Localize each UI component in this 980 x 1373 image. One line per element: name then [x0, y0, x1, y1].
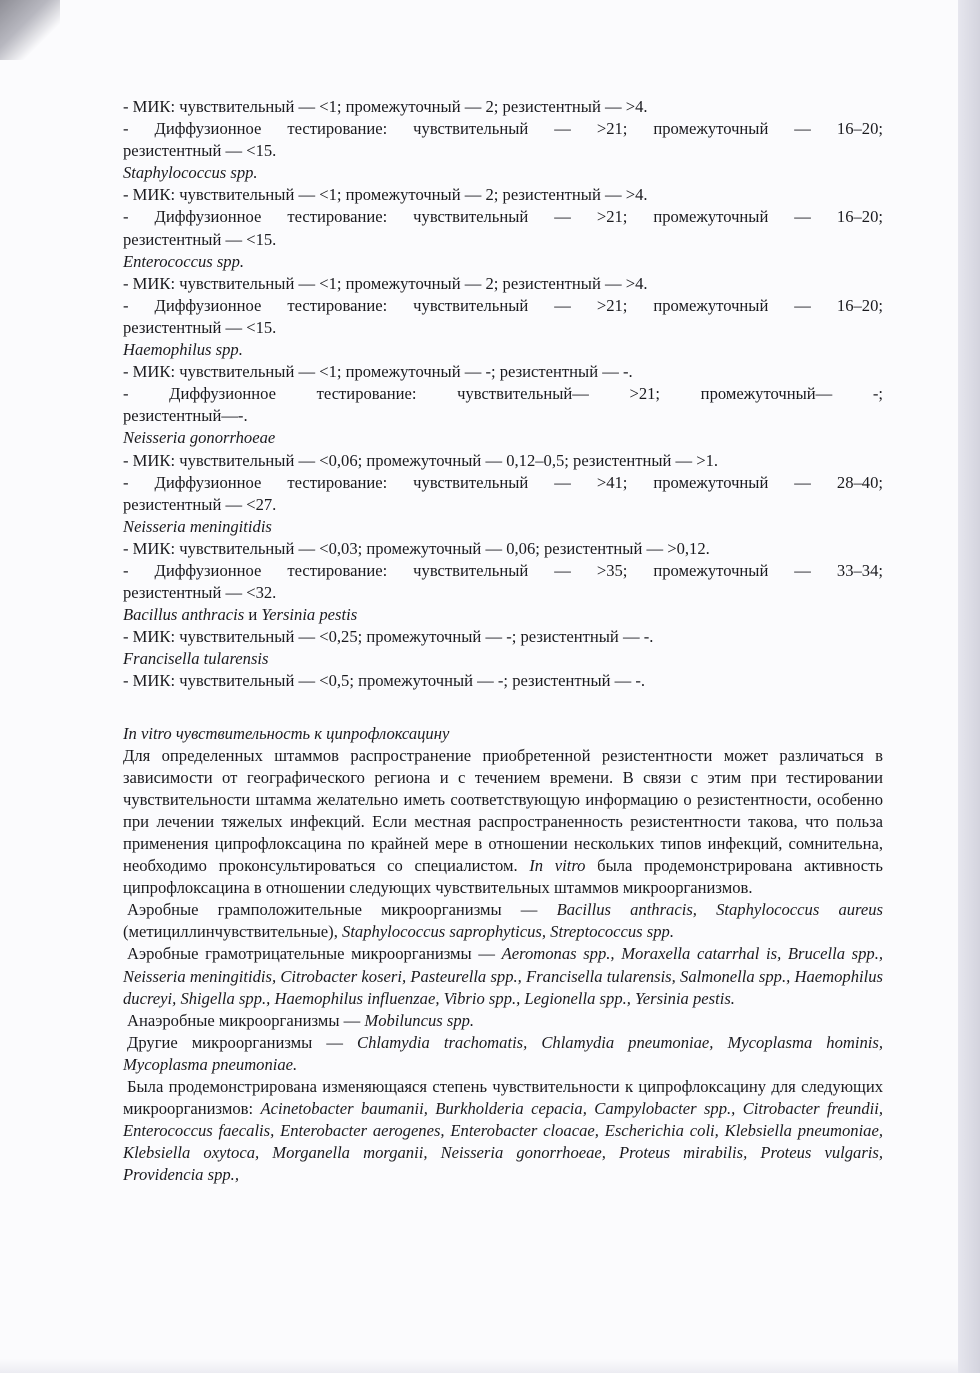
page-bottom-shadow	[0, 1359, 958, 1373]
variable-list: Acinetobacter baumanii, Burkholderia cepacia, Campylobacter spp., Citrobacter freundii, Enterococcus faecalis, Enterobacter aerogenes, Enterobacter cloacae, Escherichia coli, Klebsiella pneumoniae, Klebsiella oxytoca, Morganella morganii, Neisseria gonorrhoeae, Proteus mirabilis, Proteus vulgaris, Providencia spp.,	[123, 1099, 883, 1185]
organism-heading: Neisseria meningitidis	[123, 516, 272, 536]
organism-name: Yersinia pestis	[261, 605, 358, 625]
organism-heading: Staphylococcus spp.	[123, 163, 258, 183]
gram-positive-paragraph	[123, 899, 883, 943]
organism-heading: Enterococcus spp.	[123, 251, 245, 271]
anaerobe-label: Анаэробные микроорганизмы —	[127, 1010, 361, 1030]
diffusion-line: - Диффузионное тестирование: чувствительный — >41; промежуточный — 28–40;	[123, 472, 883, 492]
gram-positive-note: (метициллинчувствительные),	[123, 922, 338, 942]
other-paragraph	[123, 1032, 883, 1076]
diffusion-line-end: резистентный — <27.	[123, 494, 277, 514]
diffusion-line-end: резистентный—-.	[123, 406, 248, 426]
folded-corner	[0, 0, 60, 60]
diffusion-line-end: резистентный — <15.	[123, 141, 277, 161]
mic-line: - МИК: чувствительный — <1; промежуточный — 2; резистентный — >4.	[123, 185, 648, 205]
diffusion-line: - Диффузионное тестирование: чувствительный — >21; промежуточный — 16–20;	[123, 207, 883, 227]
gram-positive-list: Bacillus anthracis, Staphylococcus aureus	[556, 900, 883, 920]
document-body	[123, 96, 883, 1187]
gram-negative-list: Aeromonas spp., Moraxella catarrhal is, Brucella spp., Neisseria meningitidis, Citrobacter koseri, Pasteurella spp., Francisella tularensis, Salmonella spp., Haemophilus ducreyi, Shigella spp., Haemophilus influenzae, Vibrio spp., Legionella spp., Yersinia pestis.	[123, 944, 883, 1008]
diffusion-line: - Диффузионное тестирование: чувствительный— >21; промежуточный— -;	[123, 384, 883, 404]
mic-line: - МИК: чувствительный — <0,06; промежуточный — 0,12–0,5; резистентный — >1.	[123, 450, 719, 470]
variable-label: Была продемонстрирована изменяющаяся степень чувствительности к ципрофлоксацину для следующих микроорганизмов:	[123, 1077, 883, 1119]
mic-line: - МИК: чувствительный — <1; промежуточный — 2; резистентный — >4.	[123, 97, 648, 116]
intro-end: была продемонстрирована активность ципрофлоксацина в отношении следующих чувствительных штаммов микроорганизмов.	[123, 856, 883, 898]
anaerobe-list: Mobiluncus spp.	[364, 1010, 475, 1030]
gram-positive-label: Аэробные грамположительные микроорганизмы —	[127, 900, 538, 920]
organism-heading: Francisella tularensis	[123, 649, 269, 669]
anaerobe-paragraph	[123, 1010, 883, 1032]
section-heading: In vitro чувствительность к ципрофлоксацину	[123, 723, 450, 743]
organism-heading: Neisseria gonorrhoeae	[123, 428, 276, 448]
diffusion-line-end: резистентный — <32.	[123, 583, 277, 603]
mic-line: - МИК: чувствительный — <1; промежуточный — 2; резистентный — >4.	[123, 273, 648, 293]
mic-line: - МИК: чувствительный — <0,25; промежуточный — -; резистентный — -.	[123, 627, 654, 647]
variable-paragraph	[123, 1076, 883, 1186]
diffusion-line-end: резистентный — <15.	[123, 317, 277, 337]
gram-positive-list-end: Staphylococcus saprophyticus, Streptococcus spp.	[342, 922, 674, 942]
diffusion-line: - Диффузионное тестирование: чувствительный — >35; промежуточный — 33–34;	[123, 560, 883, 580]
diffusion-line: - Диффузионное тестирование: чувствительный — >21; промежуточный — 16–20;	[123, 119, 883, 139]
organism-heading: Haemophilus spp.	[123, 340, 243, 360]
intro-italic: In vitro	[529, 856, 586, 876]
gram-negative-paragraph	[123, 943, 883, 1009]
intro-paragraph	[123, 745, 883, 900]
organism-join: и	[244, 605, 262, 625]
mic-line: - МИК: чувствительный — <0,5; промежуточный — -; резистентный — -.	[123, 671, 646, 691]
mic-line: - МИК: чувствительный — <1; промежуточный — -; резистентный — -.	[123, 362, 633, 382]
other-label: Другие микроорганизмы —	[127, 1032, 343, 1052]
diffusion-line: - Диффузионное тестирование: чувствительный — >21; промежуточный — 16–20;	[123, 295, 883, 315]
intro-text: Для определенных штаммов распространение приобретенной резистентности может различаться в зависимости от географического региона и с течением времени. В связи с этим при тестировании чувствительности штамма желательно иметь соответствующую информацию о резистентности, особенно при лечении тяжелых инфекций. Если местная распространенность резистентности такова, что польза применения ципрофлоксацина по крайней мере в отношении нескольких типов инфекций, сомнительна, необходимо проконсультироваться со специалистом.	[123, 745, 883, 876]
page-edge-shadow	[958, 0, 980, 1373]
organism-name: Bacillus anthracis	[123, 605, 245, 625]
section-body	[123, 745, 883, 1187]
other-list: Chlamydia trachomatis, Chlamydia pneumoniae, Mycoplasma hominis, Mycoplasma pneumoniae.	[123, 1032, 884, 1074]
mic-line: - МИК: чувствительный — <0,03; промежуточный — 0,06; резистентный — >0,12.	[123, 538, 710, 558]
organism-heading	[123, 604, 883, 626]
diffusion-line-end: резистентный — <15.	[123, 229, 277, 249]
gram-negative-label: Аэробные грамотрицательные микроорганизмы —	[127, 944, 495, 964]
